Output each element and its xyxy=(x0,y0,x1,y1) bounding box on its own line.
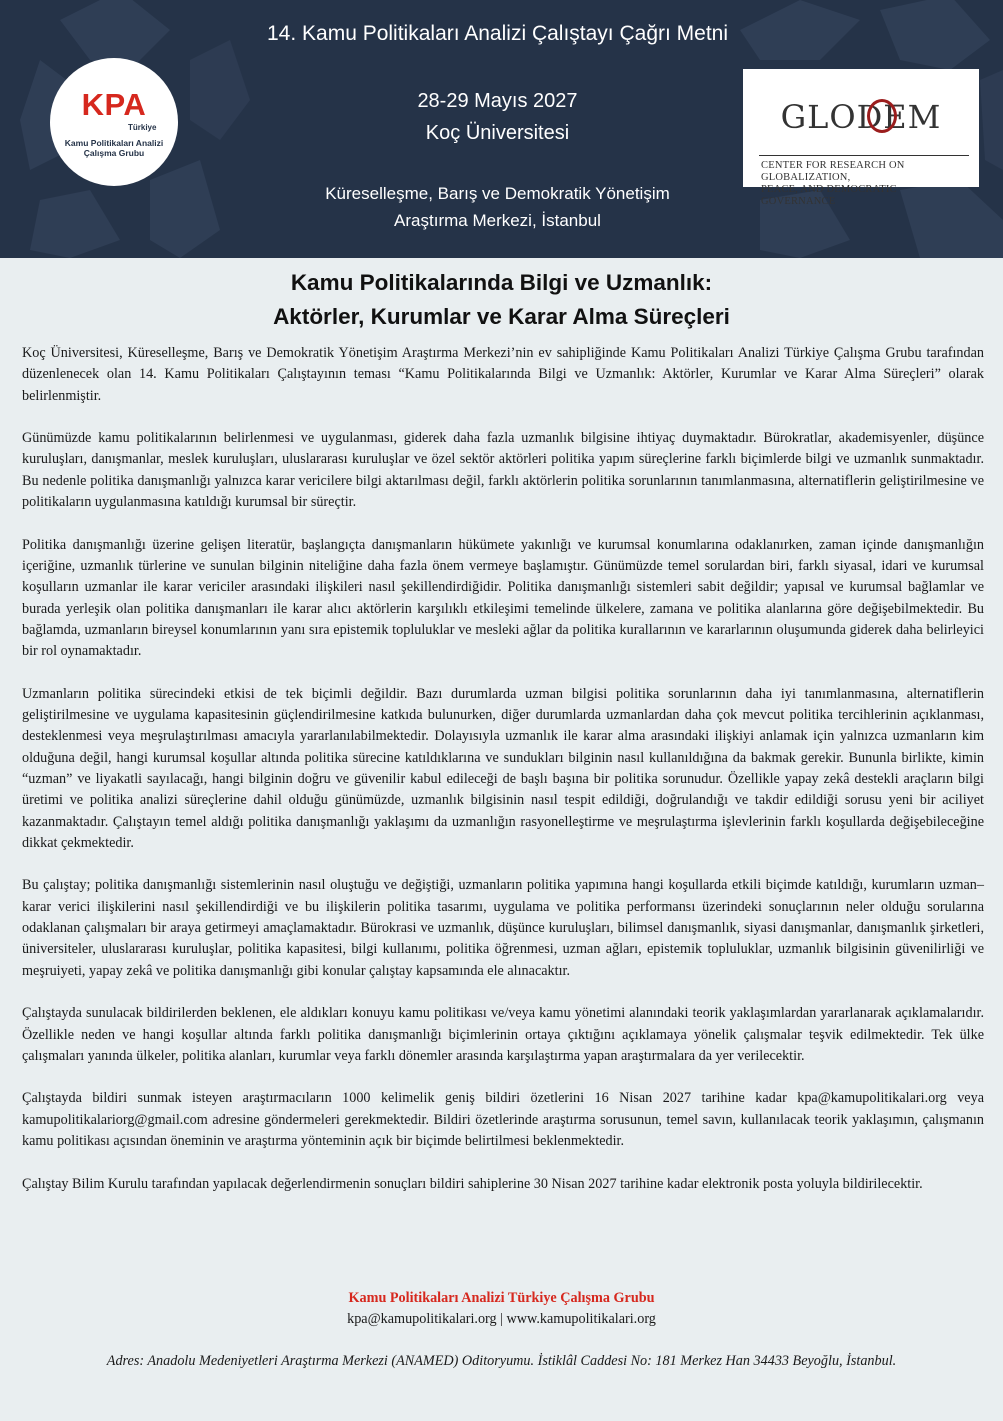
kpa-logo-main: KPA xyxy=(81,87,147,122)
header-center-line1: Küreselleşme, Barış ve Demokratik Yönetişim xyxy=(325,184,670,203)
paragraph-expert-influence: Uzmanların politika sürecindeki etkisi de tek biçimli değildir. Bazı durumlarda uzman bilgisi politika sorunlarının daha iyi tanımlanmasına, alternatiflerin geliştirilmesine ve uygulama kapasitesinin güçlendirilmesine katkıda bulunurken, diğer durumlarda uzmanlardan daha çok mevcut politika tercihlerinin açıklanması, desteklenmesi veya meşrulaştırılması amacıyla yararlanılabilmektedir. Dolayısıyla uzmanlık ile karar alma arasındaki ilişkiyi anlamak için yalnızca uzmanların kim olduğuna değil, hangi kurumsal koşullar altında politika sürecine katıldıklarına ve sundukları bilginin nasıl kullanıldığına da bakmak gerekir. Bununla birlikte, kimin “uzman” ve liyakatli sayılacağı, hangi bilginin doğru ve güvenilir kabul edileceği de başlı başına bir politika sorunudur. Özellikle yapay zekâ destekli araçların bilgi üretimi ve politika analizi süreçlerine dahil olduğu günümüzde, uzmanlık bilgisinin nasıl tespit edildiği, doğrulandığı ve takdir edildiği sorusu yeni bir aciliyet kazanmaktadır. Çalıştayın temel aldığı politika danışmanlığı yaklaşımı da uzmanlığın rasyonelleştirme ve meşrulaştırma işlevlerinin farklı koşullarda değişebileceğine dikkat çekmektedir. xyxy=(22,685,984,851)
paragraph-context: Günümüzde kamu politikalarının belirlenmesi ve uygulanması, giderek daha fazla uzmanlık bilgisine ihtiyaç duymaktadır. Bürokratlar, akademisyenler, düşünce kuruluşları, danışmanlar, meslek kuruluşları, uluslararası kuruluşlar ve özel sektör aktörleri politika yapım süreçlerine farklı biçimlerde bilgi ve uzmanlık sunmaktadır. Bu nedenle politika danışmanlığı yalnızca karar vericilere bilgi aktarılması değil, farklı aktörlerin politika sorunlarının tanımlanmasına, alternatiflerin geliştirilmesine ve politikaların uygulanmasına katıldığı kurumsal bir süreçtir. xyxy=(22,430,984,511)
glodem-logo-caption xyxy=(761,160,971,208)
kpa-logo xyxy=(50,58,178,186)
glodem-logo-divider xyxy=(759,155,969,156)
footer-address: Adres: Anadolu Medeniyetleri Araştırma Merkezi (ANAMED) Oditoryumu. İstiklâl Caddesi No: 181 Merkez Han 34433 Beyoğlu, İstanbul. xyxy=(106,1353,897,1369)
paragraph-expectations: Çalıştayda sunulacak bildirilerden beklenen, ele aldıkları konuyu kamu politikası ve/veya kamu yönetimi alanındaki teorik yaklaşımlardan yararlanarak açıklamalarıdır. Özellikle neden ve hangi koşullar altında farklı politika danışmanlığı biçimlerinin ortaya çıktığını açıklamaya yönelik çalışmalar teşvik edilmektedir. Tek ülke çalışmaları yanında ülkeler, politika alanları, kurumlar veya farklı dönemler arasında karşılaştırma yapan araştırmalara da yer verilecektir. xyxy=(22,1005,984,1064)
header-center-line2: Araştırma Merkezi, İstanbul xyxy=(394,211,601,230)
header-date: 28-29 Mayıs 2027 xyxy=(417,90,578,112)
footer xyxy=(0,1288,1003,1330)
header-banner xyxy=(0,0,1003,258)
paragraph-literature: Politika danışmanlığı üzerine gelişen literatür, başlangıçta danışmanların hükümete yakınlığı ve kurumsal konumlarına odaklanırken, zaman içinde danışmanlığın içeriğine, uzmanlık türlerine ve sunulan bilginin niteliğine daha fazla önem vermeye başlamıştır. Günümüzde temel sorulardan biri, farklı siyasal, idari ve kurumsal koşulların uzmanlar ile karar vericiler arasındaki ilişkileri nasıl şekillendirdiğidir. Politika danışmanlığı sistemleri sabit değildir; yapısal ve kurumsal bağlamlar ve burada yerleşik olan politika danışmanları ile karar alıcı aktörlerin karşılıklı etkileşimi temelinde ülkelere, zamana ve politika alanlarına göre değişebilmektedir. Bu bağlamda, uzmanların bireysel konumlarının yanı sıra epistemik topluluklar ve mesleki ağlar da politika kurallarının ve kararlarının oluşumunda giderek daha belirleyici bir rol oynamaktadır. xyxy=(22,536,984,660)
document-body xyxy=(22,343,984,1216)
glodem-logo xyxy=(743,69,979,207)
glodem-caption-line1: CENTER FOR RESEARCH ON GLOBALIZATION, xyxy=(761,160,905,183)
kpa-logo-country: Türkiye xyxy=(128,123,157,132)
kpa-logo-subtitle-line2: Çalışma Grubu xyxy=(83,148,145,158)
paragraph-results: Çalıştay Bilim Kurulu tarafından yapılacak değerlendirmenin sonuçları bildiri sahiplerine 30 Nisan 2027 tarihine kadar elektronik posta yoluyla bildirilecektir. xyxy=(22,1175,923,1192)
header-title: 14. Kamu Politikaları Analizi Çalıştayı Çağrı Metni xyxy=(266,22,729,45)
glodem-logo-word: GLODEM xyxy=(780,98,942,136)
glodem-logo-mark xyxy=(867,99,897,133)
document-title xyxy=(0,266,1003,334)
header-venue: Koç Üniversitesi xyxy=(425,122,570,144)
kpa-logo-subtitle xyxy=(60,138,168,158)
footer-contact[interactable]: kpa@kamupolitikalari.org | www.kamupolitikalari.org xyxy=(347,1311,656,1327)
document-title-line2: Aktörler, Kurumlar ve Karar Alma Süreçleri xyxy=(273,304,730,329)
glodem-caption-line2: PEACE, AND DEMOCRATIC GOVERNANCE xyxy=(761,184,897,207)
paragraph-workshop-scope: Bu çalıştay; politika danışmanlığı sistemlerinin nasıl oluştuğu ve değiştiği, uzmanların politika yapımına hangi koşullarda etkili biçimde katıldığı, kurumların uzman–karar verici ilişkilerini nasıl şekillendirdiği ve bu ilişkilerin politika tasarımı, uygulama ve politika performansı üzerindeki sonuçlarının neler olduğu sorularına odaklanan çalışmaları bir araya getirmeyi amaçlamaktadır. Bürokrasi ve uzmanlık, düşünce kuruluşları, bilimsel danışmanlık, siyasi danışmanlar, danışmanlık şirketleri, üniversiteler, uluslararası kuruluşlar, politika kapasitesi, bilgi kullanımı, politika öğrenmesi, uzman ağları, epistemik topluluklar, uzmanlık bilgisinin güvenilirliği ve meşruiyeti, yapay zekâ ve politika danışmanlığı gibi konular çalıştay kapsamında ele alınacaktır. xyxy=(22,877,984,979)
document-title-line1: Kamu Politikalarında Bilgi ve Uzmanlık: xyxy=(290,270,713,295)
paragraph-submission: Çalıştayda bildiri sunmak isteyen araştırmacıların 1000 kelimelik geniş bildiri özetlerini 16 Nisan 2027 tarihine kadar kpa@kamupolitikalari.org veya kamupolitikalariorg@gmail.com adresine göndermeleri gerekmektedir. Bildiri özetlerinde araştırma sorusunun, temel savın, kullanılacak teorik yaklaşımın, çalışmanın kamu politikası açısından öneminin ve araştırma yönteminin açık bir biçimde belirtilmesi beklenmektedir. xyxy=(22,1090,984,1149)
footer-organization: Kamu Politikaları Analizi Türkiye Çalışma Grubu xyxy=(348,1290,655,1306)
kpa-logo-subtitle-line1: Kamu Politikaları Analizi xyxy=(64,138,164,148)
paragraph-intro: Koç Üniversitesi, Küreselleşme, Barış ve Demokratik Yönetişim Araştırma Merkezi’nin ev sahipliğinde Kamu Politikaları Analizi Türkiye Çalışma Grubu tarafından düzenlenecek olan 14. Kamu Politikaları Çalıştayının teması “Kamu Politikalarında Bilgi ve Uzmanlık: Aktörler, Kurumlar ve Karar Alma Süreçleri” olarak belirlenmiştir. xyxy=(22,345,984,404)
